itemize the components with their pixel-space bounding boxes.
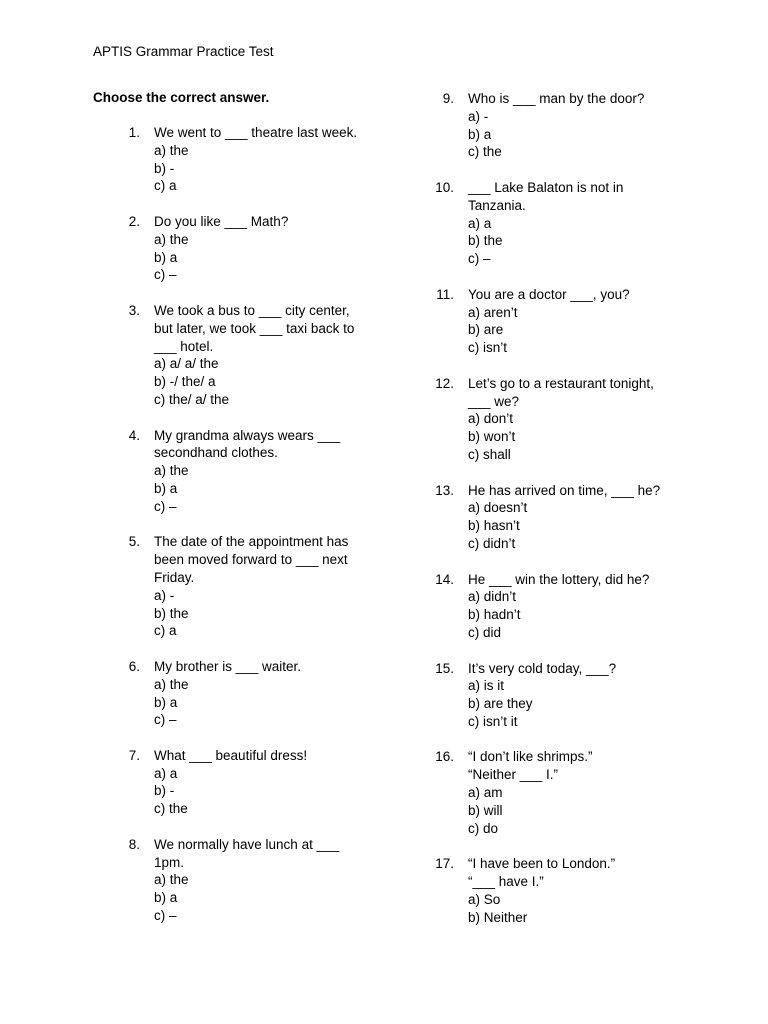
question-number-label: 15. (435, 660, 454, 676)
question-number (110, 213, 140, 284)
question-number (110, 533, 140, 640)
question-body (140, 213, 288, 284)
question-item (424, 482, 724, 553)
question-text-line: “___ have I.” (468, 874, 544, 890)
answer-option[interactable]: b) a (468, 126, 492, 142)
question-item (110, 302, 390, 409)
answer-option[interactable]: c) a (154, 623, 177, 639)
answer-option[interactable]: b) a (154, 480, 178, 496)
question-text-line: You are a doctor ___, you? (468, 286, 630, 302)
question-text-line: “Neither ___ I.” (468, 767, 559, 783)
answer-option[interactable]: c) the (154, 801, 188, 817)
question-number (424, 179, 454, 268)
question-item (110, 213, 390, 284)
question-number (424, 482, 454, 553)
question-number (110, 124, 140, 195)
answer-option[interactable]: b) Neither (468, 909, 528, 925)
answer-option[interactable]: c) did (468, 624, 502, 640)
answer-option[interactable]: a) - (468, 108, 489, 124)
answer-option[interactable]: a) don’t (468, 411, 514, 427)
instructions-heading: Choose the correct answer. (93, 90, 270, 105)
question-number (424, 571, 454, 642)
answer-option[interactable]: b) hasn’t (468, 518, 520, 534)
question-body (140, 836, 339, 925)
question-text-line: We went to ___ theatre last week. (154, 125, 358, 140)
answer-option[interactable]: c) didn’t (468, 535, 516, 551)
answer-option[interactable]: a) a/ a/ the (154, 356, 219, 372)
question-text-line: “I don’t like shrimps.” (468, 749, 593, 765)
question-text-line: Who is ___ man by the door? (468, 91, 645, 106)
answer-option[interactable]: b) hadn’t (468, 607, 521, 623)
question-text-line: My grandma always wears ___ (154, 427, 341, 443)
question-number (424, 90, 454, 161)
question-number (424, 748, 454, 837)
question-text-line: My brother is ___ waiter. (154, 658, 302, 674)
question-text-line: been moved forward to ___ next (154, 552, 348, 568)
question-text-line: ___ we? (468, 393, 520, 409)
question-body (454, 748, 593, 837)
question-body (140, 427, 340, 516)
question-text-line: Friday. (154, 569, 195, 585)
answer-option[interactable]: a) aren’t (468, 304, 518, 320)
question-item (424, 90, 724, 161)
answer-option[interactable]: b) will (468, 802, 503, 818)
question-item (424, 748, 724, 837)
answer-option[interactable]: b) - (154, 160, 175, 176)
question-body (454, 375, 654, 464)
question-text-line: “I have been to London.” (468, 856, 616, 872)
question-body (454, 286, 630, 357)
answer-option[interactable]: a) didn’t (468, 589, 517, 605)
question-number (424, 375, 454, 464)
answer-option[interactable]: a) the (154, 872, 189, 888)
answer-option[interactable]: c) isn’t (468, 340, 508, 356)
question-item (424, 855, 724, 926)
question-text-line: but later, we took ___ taxi back to (154, 320, 355, 336)
question-item (110, 836, 390, 925)
question-text-line: ___ hotel. (154, 338, 214, 354)
question-item (424, 571, 724, 642)
answer-option[interactable]: b) a (154, 249, 178, 265)
question-number-label: 14. (435, 571, 454, 587)
question-text-line: We took a bus to ___ city center, (154, 302, 350, 318)
question-text-line: ___ Lake Balaton is not in (468, 179, 624, 195)
question-body (454, 855, 615, 926)
question-number-label: 1. (128, 125, 140, 140)
question-number-label: 13. (435, 482, 454, 498)
question-number (110, 836, 140, 925)
answer-option[interactable]: a) So (468, 891, 501, 907)
question-number (110, 427, 140, 516)
question-body (454, 571, 649, 642)
answer-option[interactable]: a) the (154, 676, 189, 692)
question-number (110, 747, 140, 818)
question-text-line: He ___ win the lottery, did he? (468, 571, 650, 587)
question-number-label: 11. (436, 286, 454, 302)
question-item (110, 533, 390, 640)
question-text-line: secondhand clothes. (154, 445, 278, 461)
answer-option[interactable]: b) - (154, 783, 175, 799)
question-number-label: 5. (128, 534, 140, 550)
answer-option[interactable]: b) are (468, 322, 504, 338)
question-body (140, 533, 348, 640)
question-number (110, 658, 140, 729)
question-number (424, 660, 454, 731)
question-item (110, 427, 390, 516)
answer-option[interactable]: a) a (468, 215, 492, 231)
question-number-label: 3. (128, 302, 140, 318)
answer-option[interactable]: a) - (154, 587, 175, 603)
question-item (110, 124, 390, 195)
question-number-label: 6. (128, 658, 140, 674)
answer-option[interactable]: c) – (154, 267, 177, 283)
question-text-line: It’s very cold today, ___? (468, 660, 617, 676)
question-number-label: 8. (128, 836, 140, 852)
question-number-label: 16. (435, 749, 454, 765)
question-item (424, 179, 724, 268)
question-number-label: 17. (435, 856, 454, 872)
question-body (140, 658, 301, 729)
question-body (454, 179, 623, 268)
page-header: APTIS Grammar Practice Test (93, 44, 274, 59)
answer-option[interactable]: c) a (154, 178, 177, 194)
answer-option[interactable]: b) the (154, 605, 189, 621)
answer-option[interactable]: a) the (154, 463, 189, 479)
question-item (110, 747, 390, 818)
answer-option[interactable]: b) -/ the/ a (154, 374, 216, 390)
question-number-label: 2. (128, 213, 140, 229)
question-text-line: Let’s go to a restaurant tonight, (468, 375, 654, 391)
answer-option[interactable]: a) the (154, 231, 189, 247)
answer-option[interactable]: a) doesn’t (468, 500, 528, 516)
question-item (424, 660, 724, 731)
question-text-line: Tanzania. (468, 197, 526, 213)
answer-option[interactable]: c) – (154, 908, 177, 924)
answer-option[interactable]: b) won’t (468, 429, 516, 445)
answer-option[interactable]: b) the (468, 233, 503, 249)
question-body (140, 302, 354, 409)
question-item (424, 375, 724, 464)
answer-option[interactable]: b) a (154, 890, 178, 906)
answer-option[interactable]: a) the (154, 142, 189, 158)
answer-option[interactable]: c) do (468, 820, 499, 836)
question-number (110, 302, 140, 409)
question-number (424, 286, 454, 357)
question-item (424, 286, 724, 357)
answer-option[interactable]: c) – (468, 251, 491, 267)
answer-option[interactable]: c) – (154, 712, 177, 728)
question-text-line: He has arrived on time, ___ he? (468, 482, 661, 498)
question-body (454, 90, 644, 161)
answer-option[interactable]: b) are they (468, 696, 533, 712)
question-text-line: We normally have lunch at ___ (154, 836, 340, 852)
answer-option[interactable]: a) is it (468, 678, 505, 694)
question-number-label: 10. (435, 179, 454, 195)
question-text-line: The date of the appointment has (154, 534, 349, 550)
question-number-label: 12. (435, 375, 454, 391)
answer-option[interactable]: c) – (154, 498, 177, 514)
question-number (424, 855, 454, 926)
question-body (140, 124, 357, 195)
question-number-label: 9. (442, 91, 454, 106)
question-text-line: What ___ beautiful dress! (154, 747, 308, 763)
answer-option[interactable]: c) the (468, 144, 502, 160)
question-item (110, 658, 390, 729)
answer-option[interactable]: c) isn’t it (468, 713, 518, 729)
question-text-line: Do you like ___ Math? (154, 213, 289, 229)
question-body (454, 660, 616, 731)
answer-option[interactable]: c) the/ a/ the (154, 391, 230, 407)
question-body (454, 482, 660, 553)
question-text-line: 1pm. (154, 854, 185, 870)
answer-option[interactable]: a) a (154, 765, 178, 781)
answer-option[interactable]: b) a (154, 694, 178, 710)
question-number-label: 7. (128, 747, 140, 763)
left-column (110, 124, 390, 943)
question-body (140, 747, 307, 818)
answer-option[interactable]: a) am (468, 785, 503, 801)
answer-option[interactable]: c) shall (468, 446, 511, 462)
question-number-label: 4. (128, 427, 140, 443)
right-column (424, 90, 724, 944)
